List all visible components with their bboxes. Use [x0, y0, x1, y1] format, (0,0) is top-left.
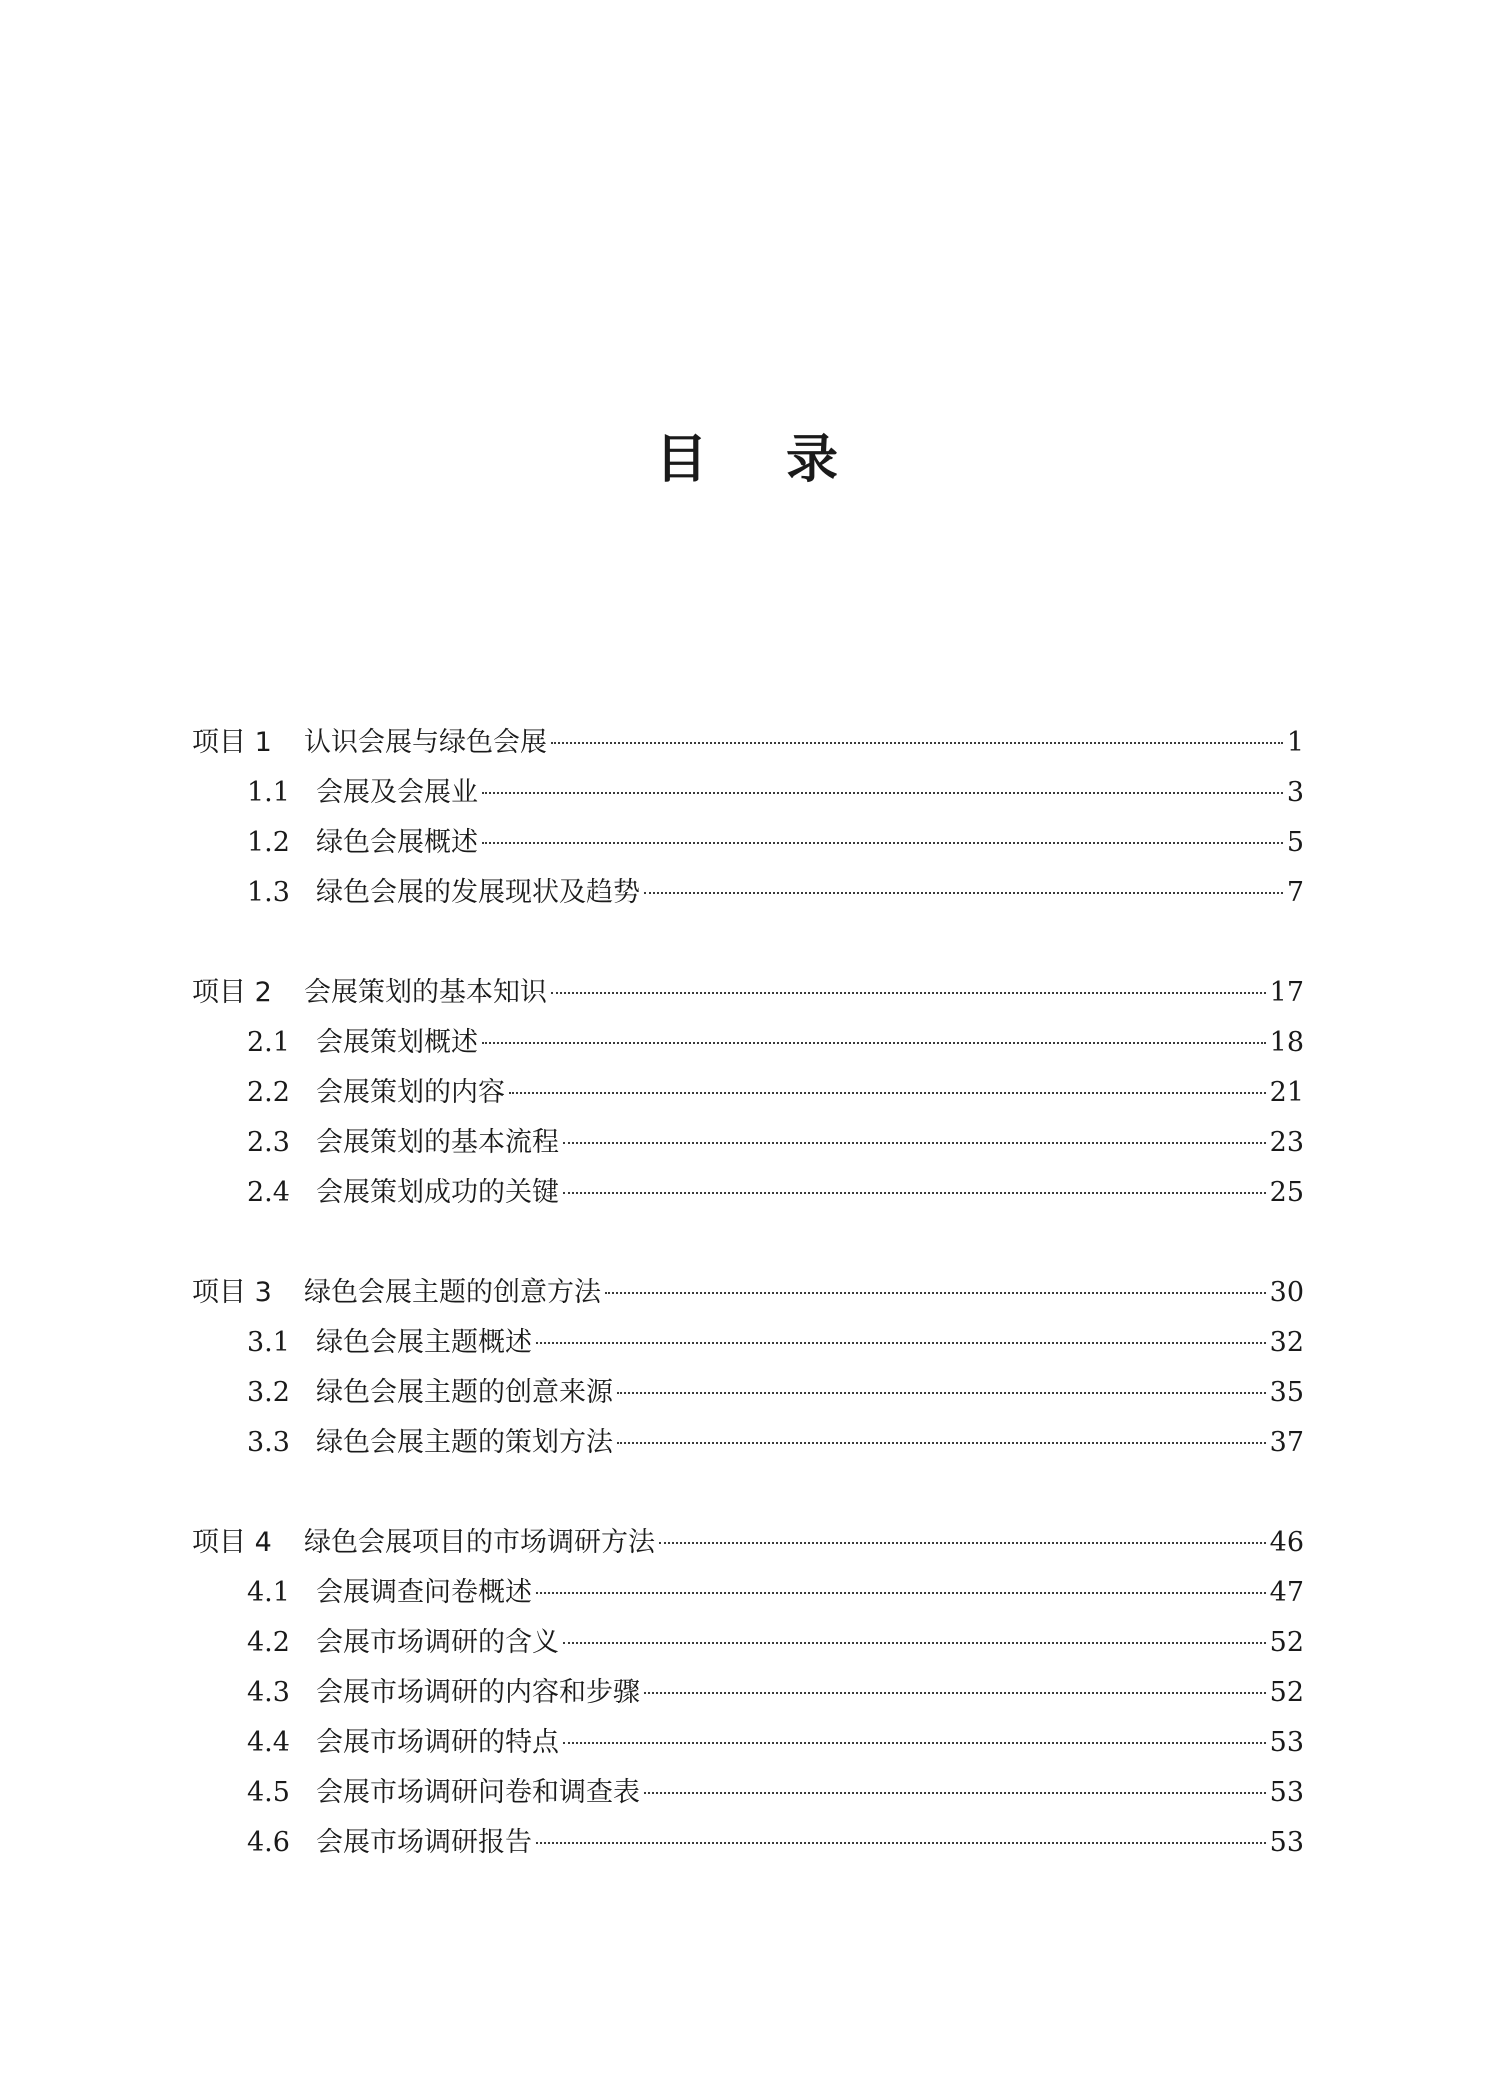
toc-chapter-title: 绿色会展主题的创意方法	[304, 1277, 601, 1308]
toc-sub-title: 绿色会展的发展现状及趋势	[316, 877, 640, 908]
toc-dot-leader	[536, 1342, 1266, 1344]
toc-sub-number: 4.3	[247, 1677, 290, 1708]
toc-page-number: 17	[1269, 977, 1304, 1008]
toc-sub-entry[interactable]	[192, 1368, 1304, 1418]
toc-page-number: 7	[1286, 877, 1304, 908]
toc-dot-leader	[617, 1392, 1266, 1394]
toc-sub-entry[interactable]	[192, 768, 1304, 818]
toc-dot-leader	[659, 1542, 1266, 1544]
page-title-char: 目	[655, 430, 710, 490]
toc-chapter-entry[interactable]	[192, 1268, 1304, 1318]
toc-chapter-entry[interactable]	[192, 968, 1304, 1018]
toc-sub-entry[interactable]	[192, 1068, 1304, 1118]
toc-sub-title: 会展市场调研问卷和调查表	[316, 1777, 640, 1808]
toc-sub-number: 4.5	[247, 1777, 290, 1808]
table-of-contents	[192, 718, 1304, 1918]
toc-dot-leader	[551, 742, 1283, 744]
toc-sub-title: 会展策划概述	[316, 1027, 478, 1058]
toc-dot-leader	[644, 892, 1283, 894]
toc-dot-leader	[563, 1642, 1266, 1644]
toc-sub-title: 会展策划的内容	[316, 1077, 505, 1108]
toc-sub-entry[interactable]	[192, 1568, 1304, 1618]
toc-page-number: 23	[1269, 1127, 1304, 1158]
toc-page-number: 5	[1286, 827, 1304, 858]
toc-page-number: 21	[1269, 1077, 1304, 1108]
toc-sub-entry[interactable]	[192, 818, 1304, 868]
toc-chapter-entry[interactable]	[192, 1518, 1304, 1568]
toc-section	[192, 1518, 1304, 1868]
toc-chapter-label	[192, 1518, 655, 1568]
toc-sub-number: 2.1	[247, 1027, 290, 1058]
toc-sub-entry[interactable]	[192, 1718, 1304, 1768]
toc-sub-entry[interactable]	[192, 1768, 1304, 1818]
toc-section	[192, 1268, 1304, 1468]
toc-dot-leader	[536, 1592, 1266, 1594]
toc-sub-number: 2.3	[247, 1127, 290, 1158]
toc-sub-title: 会展策划成功的关键	[316, 1177, 559, 1208]
toc-chapter-number: 项目 3	[192, 1277, 272, 1308]
toc-sub-number: 2.4	[247, 1177, 290, 1208]
toc-page-number: 32	[1269, 1327, 1304, 1358]
toc-sub-title: 绿色会展概述	[316, 827, 478, 858]
toc-chapter-label	[192, 1268, 601, 1318]
toc-section	[192, 968, 1304, 1218]
toc-sub-number: 1.2	[247, 827, 290, 858]
toc-sub-entry[interactable]	[192, 1318, 1304, 1368]
toc-sub-entry[interactable]	[192, 1018, 1304, 1068]
toc-page-number: 30	[1269, 1277, 1304, 1308]
toc-sub-entry[interactable]	[192, 1418, 1304, 1468]
toc-sub-number: 4.6	[247, 1827, 290, 1858]
toc-sub-number: 3.2	[247, 1377, 290, 1408]
toc-page-number: 47	[1269, 1577, 1304, 1608]
toc-dot-leader	[482, 792, 1283, 794]
toc-sub-number: 4.2	[247, 1627, 290, 1658]
toc-chapter-number: 项目 4	[192, 1527, 272, 1558]
toc-sub-number: 1.1	[247, 777, 290, 808]
toc-sub-entry[interactable]	[192, 868, 1304, 918]
toc-dot-leader	[617, 1442, 1266, 1444]
toc-dot-leader	[509, 1092, 1266, 1094]
page-title-char: 录	[786, 430, 841, 490]
toc-chapter-label	[192, 718, 547, 768]
toc-sub-number: 1.3	[247, 877, 290, 908]
toc-chapter-title: 绿色会展项目的市场调研方法	[304, 1527, 655, 1558]
toc-sub-number: 4.1	[247, 1577, 290, 1608]
toc-page-number: 52	[1269, 1627, 1304, 1658]
toc-sub-title: 会展市场调研报告	[316, 1827, 532, 1858]
toc-chapter-number: 项目 2	[192, 977, 272, 1008]
toc-page-number: 18	[1269, 1027, 1304, 1058]
toc-chapter-title: 认识会展与绿色会展	[304, 727, 547, 758]
toc-sub-title: 会展市场调研的内容和步骤	[316, 1677, 640, 1708]
toc-page-number: 53	[1269, 1727, 1304, 1758]
toc-chapter-number: 项目 1	[192, 727, 272, 758]
toc-page-number: 52	[1269, 1677, 1304, 1708]
toc-sub-title: 会展调查问卷概述	[316, 1577, 532, 1608]
toc-sub-number: 2.2	[247, 1077, 290, 1108]
toc-sub-number: 3.1	[247, 1327, 290, 1358]
toc-page-number: 37	[1269, 1427, 1304, 1458]
toc-sub-title: 会展策划的基本流程	[316, 1127, 559, 1158]
toc-dot-leader	[644, 1692, 1266, 1694]
toc-dot-leader	[563, 1742, 1266, 1744]
toc-sub-entry[interactable]	[192, 1118, 1304, 1168]
page-title	[0, 428, 1496, 492]
toc-chapter-label	[192, 968, 547, 1018]
toc-sub-entry[interactable]	[192, 1668, 1304, 1718]
toc-page-number: 35	[1269, 1377, 1304, 1408]
toc-dot-leader	[551, 992, 1266, 994]
toc-sub-title: 绿色会展主题的创意来源	[316, 1377, 613, 1408]
toc-dot-leader	[644, 1792, 1266, 1794]
toc-sub-title: 会展市场调研的含义	[316, 1627, 559, 1658]
toc-sub-entry[interactable]	[192, 1168, 1304, 1218]
toc-sub-title: 绿色会展主题的策划方法	[316, 1427, 613, 1458]
toc-sub-number: 4.4	[247, 1727, 290, 1758]
toc-chapter-title: 会展策划的基本知识	[304, 977, 547, 1008]
toc-section	[192, 718, 1304, 918]
toc-sub-title: 会展及会展业	[316, 777, 478, 808]
toc-sub-entry[interactable]	[192, 1818, 1304, 1868]
toc-chapter-entry[interactable]	[192, 718, 1304, 768]
toc-page-number: 53	[1269, 1827, 1304, 1858]
toc-sub-number: 3.3	[247, 1427, 290, 1458]
toc-dot-leader	[482, 1042, 1266, 1044]
toc-sub-entry[interactable]	[192, 1618, 1304, 1668]
toc-page-number: 1	[1286, 727, 1304, 758]
toc-sub-title: 会展市场调研的特点	[316, 1727, 559, 1758]
toc-sub-title: 绿色会展主题概述	[316, 1327, 532, 1358]
toc-dot-leader	[605, 1292, 1266, 1294]
toc-page-number: 3	[1286, 777, 1304, 808]
toc-dot-leader	[482, 842, 1283, 844]
toc-page-number: 53	[1269, 1777, 1304, 1808]
toc-dot-leader	[536, 1842, 1266, 1844]
toc-dot-leader	[563, 1142, 1266, 1144]
toc-dot-leader	[563, 1192, 1266, 1194]
toc-page-number: 25	[1269, 1177, 1304, 1208]
toc-page-number: 46	[1269, 1527, 1304, 1558]
